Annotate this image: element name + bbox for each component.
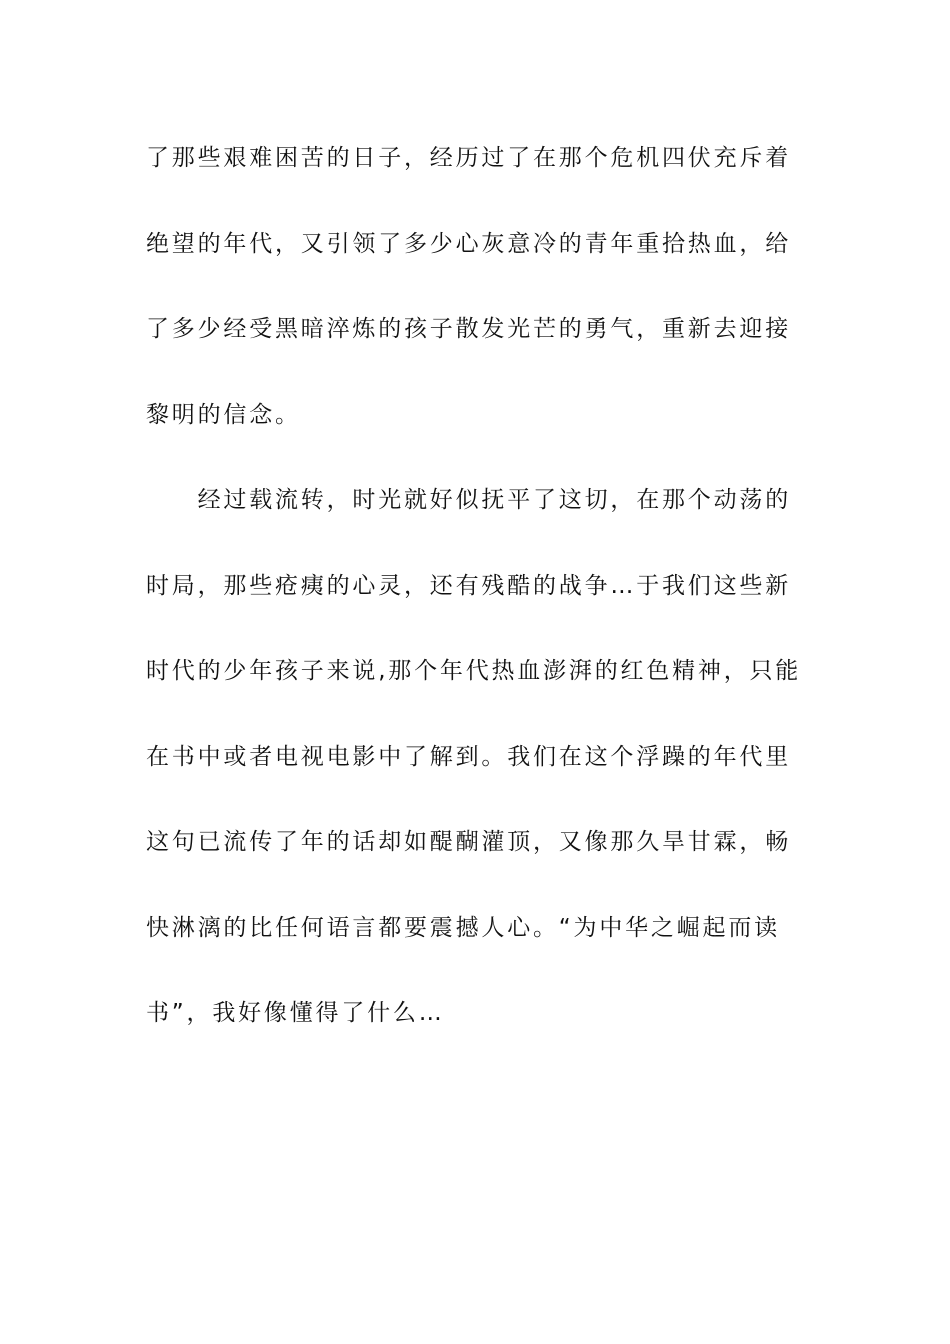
text-line-4: 黎明的信念。 [146,401,301,428]
body-text [146,136,816,1077]
text-line-9: 这句已流传了年的话却如醍醐灌顶，又像那久旱甘霖，畅 [146,829,791,855]
text-line-10: 快淋漓的比任何语言都要震撼人心。“为中华之崛起而读 [146,914,780,941]
text-line-1: 了那些艰难困苦的日子，经历过了在那个危机四伏充斥着 [146,145,791,171]
text-line-8: 在书中或者电视电影中了解到。我们在这个浮躁的年代里 [146,743,791,770]
text-line-7: 时代的少年孩子来说,那个年代热血澎湃的红色精神，只能 [146,658,802,684]
text-line-5: 经过载流转，时光就好似抚平了这切，在那个动荡的 [146,487,791,513]
text-line-3: 了多少经受黑暗淬炼的孩子散发光芒的勇气，重新去迎接 [146,316,791,342]
text-line-11: 书”，我好像懂得了什么… [146,1000,445,1026]
text-line-2: 绝望的年代，又引领了多少心灰意冷的青年重拾热血，给 [146,230,791,257]
text-line-6: 时局，那些疮痍的心灵，还有残酷的战争…于我们这些新 [146,572,791,599]
